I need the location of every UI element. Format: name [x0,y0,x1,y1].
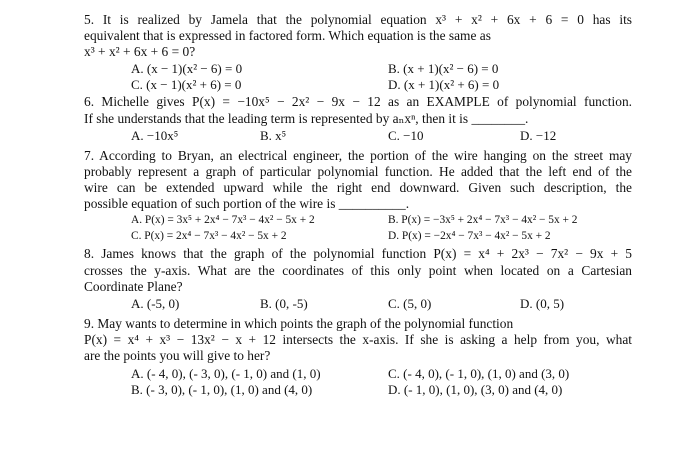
question-7-stem: 7. According to Bryan, an electrical engineer, the portion of the wire hanging on the street may [84,148,632,163]
option-8b: B. (0, -5) [260,296,308,311]
option-8a: A. (-5, 0) [131,296,180,311]
option-7d: D. P(x) = −2x⁴ − 7x³ − 4x² − 5x + 2 [388,230,551,242]
option-6d: D. −12 [520,128,557,143]
question-8-stem: Coordinate Plane? [84,279,183,294]
question-5-stem: equivalent that is expressed in factored form. Which equation is the same as [84,28,491,43]
question-7-stem: probably represent a graph of particular polynomial function. He added that the left end of the [84,164,632,179]
question-7-stem: possible equation of such portion of the wire is __________. [84,196,410,211]
question-8-stem: 8. James knows that the graph of the polynomial function P(x) = x⁴ + 2x³ − 7x² − 9x + 5 [84,246,632,261]
option-9b: B. (- 3, 0), (- 1, 0), (1, 0) and (4, 0) [131,382,313,397]
question-5-stem: x³ + x² + 6x + 6 = 0? [84,44,196,59]
question-5-stem: 5. It is realized by Jamela that the polynomial equation x³ + x² + 6x + 6 = 0 has its [84,12,632,27]
option-9a: A. (- 4, 0), (- 3, 0), (- 1, 0) and (1, 0) [131,366,321,381]
question-6-stem: If she understands that the leading term is represented by aₙxⁿ, then it is ________. [84,111,529,126]
option-7b: B. P(x) = −3x⁵ + 2x⁴ − 7x³ − 4x² − 5x + 2 [388,214,578,226]
question-8-stem: crosses the y-axis. What are the coordinates of this only point when located on a Cartesian [84,263,632,278]
question-9-stem: 9. May wants to determine in which points the graph of the polynomial function [84,316,514,331]
option-5b: B. (x + 1)(x² − 6) = 0 [388,61,499,76]
option-8c: C. (5, 0) [388,296,432,311]
option-9d: D. (- 1, 0), (1, 0), (3, 0) and (4, 0) [388,382,563,397]
option-7c: C. P(x) = 2x⁴ − 7x³ − 4x² − 5x + 2 [131,230,287,242]
option-5a: A. (x − 1)(x² − 6) = 0 [131,61,243,76]
question-9-stem: P(x) = x⁴ + x³ − 13x² − x + 12 intersects the x-axis. If she is asking a help from you, what [84,332,632,347]
option-6c: C. −10 [388,128,424,143]
question-9-stem: are the points you will give to her? [84,348,271,363]
question-6-stem: 6. Michelle gives P(x) = −10x⁵ − 2x² − 9x − 12 as an EXAMPLE of polynomial function. [84,94,632,109]
option-7a: A. P(x) = 3x⁵ + 2x⁴ − 7x³ − 4x² − 5x + 2 [131,214,315,226]
option-5d: D. (x + 1)(x² + 6) = 0 [388,77,500,92]
question-7-stem: wire can be extended upward while the right end downward. Given such description, the [84,180,632,195]
option-9c: C. (- 4, 0), (- 1, 0), (1, 0) and (3, 0) [388,366,570,381]
option-6b: B. x⁵ [260,128,287,143]
option-5c: C. (x − 1)(x² + 6) = 0 [131,77,242,92]
option-8d: D. (0, 5) [520,296,565,311]
option-6a: A. −10x⁵ [131,128,179,143]
